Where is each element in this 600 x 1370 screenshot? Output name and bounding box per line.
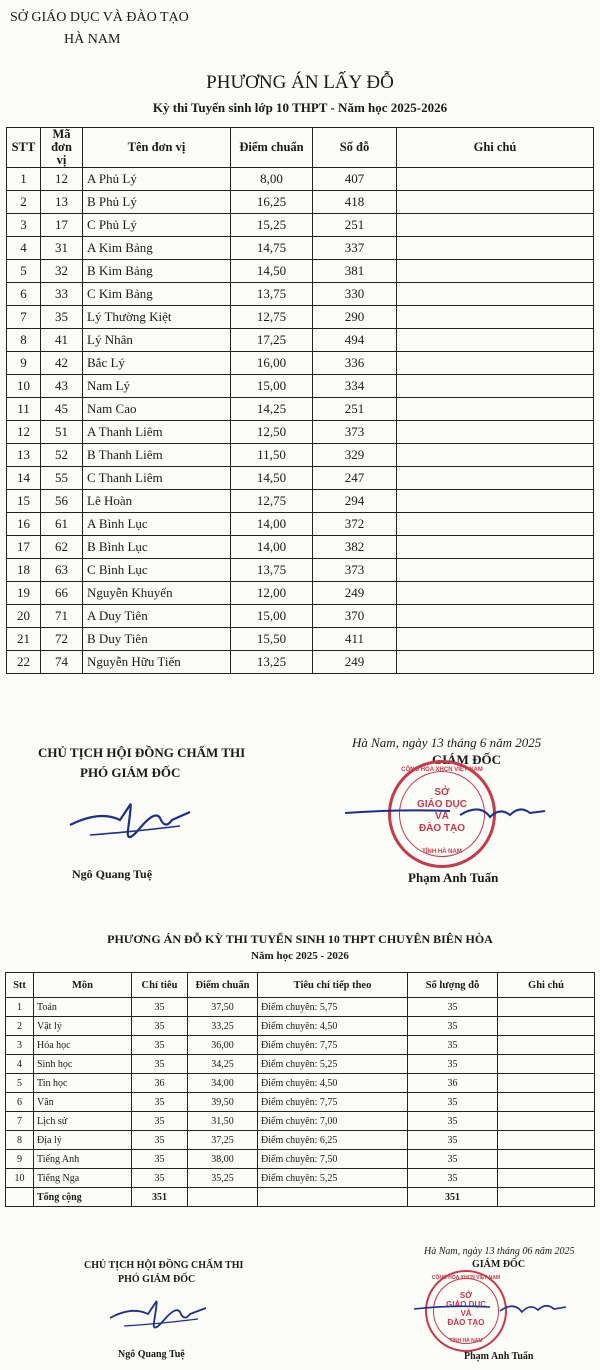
cell-unit: A Phủ Lý	[83, 168, 231, 191]
agency-name: SỞ GIÁO DỤC VÀ ĐÀO TẠO	[10, 10, 189, 25]
cell-stt: 2	[7, 191, 41, 214]
cell-passed: 35	[408, 998, 498, 1017]
doc1-title: PHƯƠNG ÁN LẤY ĐỖ	[206, 72, 394, 93]
table-row	[7, 283, 594, 306]
doc2-date: Hà Nam, ngày 13 tháng 06 năm 2025	[424, 1246, 575, 1257]
cell-subject: Sinh học	[34, 1055, 132, 1074]
cell-cutoff: 15,50	[231, 628, 313, 651]
cell-passed: 247	[313, 467, 397, 490]
total-passed: 351	[408, 1188, 498, 1207]
cell-quota: 35	[132, 1055, 188, 1074]
cell-stt: 4	[6, 1055, 34, 1074]
cell-cutoff: 16,00	[231, 352, 313, 375]
cell-code: 72	[41, 628, 83, 651]
cell-stt: 3	[7, 214, 41, 237]
col2-header-cutoff: Điểm chuẩn	[188, 973, 258, 998]
col-header-note: Ghi chú	[397, 128, 594, 168]
cell-stt: 10	[7, 375, 41, 398]
cell-code: 66	[41, 582, 83, 605]
cell-quota: 35	[132, 1036, 188, 1055]
cell-stt: 1	[7, 168, 41, 191]
cell-stt: 11	[7, 398, 41, 421]
cell-stt: 1	[6, 998, 34, 1017]
table-row	[7, 421, 594, 444]
cell-code: 56	[41, 490, 83, 513]
cell-cutoff: 14,75	[231, 237, 313, 260]
cell-passed: 35	[408, 1017, 498, 1036]
cell-cutoff: 38,00	[188, 1150, 258, 1169]
col2-header-passed: Số lượng đỗ	[408, 973, 498, 998]
cell-unit: A Bình Lục	[83, 513, 231, 536]
cell-note	[498, 1150, 595, 1169]
cell-cutoff: 14,50	[231, 260, 313, 283]
cell-passed: 373	[313, 559, 397, 582]
cell-passed: 35	[408, 1093, 498, 1112]
table-row	[7, 605, 594, 628]
cell-note	[397, 421, 594, 444]
cell-quota: 35	[132, 1150, 188, 1169]
cell-quota: 35	[132, 998, 188, 1017]
cell-note	[397, 375, 594, 398]
cell-subject: Toán	[34, 998, 132, 1017]
doc1-left-signer-name: Ngô Quang Tuệ	[72, 867, 153, 881]
col2-header-criteria: Tiêu chí tiếp theo	[258, 973, 408, 998]
table-row	[7, 536, 594, 559]
specialized-admission-table	[5, 972, 595, 1207]
cell-code: 31	[41, 237, 83, 260]
cell-subject: Tiếng Nga	[34, 1169, 132, 1188]
official-stamp: CỘNG HÒA XHCN VIỆT NAM SỞ GIÁO DỤC VÀ ĐÀO TẠO TỈNH HÀ NAM	[388, 760, 496, 868]
doc1-right-signer-name: Phạm Anh Tuấn	[408, 870, 499, 885]
cell-note	[397, 444, 594, 467]
cell-note	[498, 1055, 595, 1074]
table-row	[7, 651, 594, 674]
cell-note	[397, 651, 594, 674]
cell-note	[397, 352, 594, 375]
cell-note	[498, 998, 595, 1017]
cell-note	[397, 536, 594, 559]
cell-cutoff: 14,00	[231, 536, 313, 559]
table-header-row	[7, 128, 594, 168]
cell-stt: 3	[6, 1036, 34, 1055]
signature-right-2	[410, 1295, 570, 1325]
cell-cutoff: 15,00	[231, 375, 313, 398]
cell-code: 74	[41, 651, 83, 674]
cell-unit: Lý Thường Kiệt	[83, 306, 231, 329]
cell-passed: 249	[313, 582, 397, 605]
cell-code: 62	[41, 536, 83, 559]
signature-left-2	[102, 1290, 212, 1338]
col-header-unit: Tên đơn vị	[83, 128, 231, 168]
table2-header-row	[6, 973, 595, 998]
doc1-right-signer-title: GIÁM ĐỐC	[432, 752, 501, 767]
cell-cutoff: 31,50	[188, 1112, 258, 1131]
cell-passed: 372	[313, 513, 397, 536]
cell-stt: 7	[7, 306, 41, 329]
cell-criteria: Điểm chuyên: 7,00	[258, 1112, 408, 1131]
cell-stt: 10	[6, 1169, 34, 1188]
table2-row	[6, 1036, 595, 1055]
cell-subject: Vật lý	[34, 1017, 132, 1036]
official-stamp-2: CỘNG HÒA XHCN VIỆT NAM SỞ GIÁO DỤC VÀ ĐÀO TẠO TỈNH HÀ NAM	[425, 1270, 507, 1352]
cell-note	[397, 306, 594, 329]
cell-code: 12	[41, 168, 83, 191]
cell-stt: 5	[6, 1074, 34, 1093]
cell-unit: B Duy Tiên	[83, 628, 231, 651]
cell-passed: 336	[313, 352, 397, 375]
cell-note	[498, 1093, 595, 1112]
col2-header-quota: Chỉ tiêu	[132, 973, 188, 998]
table-row	[7, 168, 594, 191]
table2-row	[6, 1074, 595, 1093]
cell-cutoff: 36,00	[188, 1036, 258, 1055]
cell-cutoff: 12,50	[231, 421, 313, 444]
cell-code: 32	[41, 260, 83, 283]
cell-unit: Nam Cao	[83, 398, 231, 421]
table-row	[7, 375, 594, 398]
table2-row	[6, 1112, 595, 1131]
cell-code: 52	[41, 444, 83, 467]
table2-row	[6, 998, 595, 1017]
col2-header-stt: Stt	[6, 973, 34, 998]
cell-code: 17	[41, 214, 83, 237]
cell-quota: 35	[132, 1017, 188, 1036]
cell-stt: 9	[7, 352, 41, 375]
total-quota: 351	[132, 1188, 188, 1207]
cell-passed: 381	[313, 260, 397, 283]
cell-unit: B Kim Bảng	[83, 260, 231, 283]
cell-passed: 411	[313, 628, 397, 651]
cell-passed: 251	[313, 398, 397, 421]
cell-stt: 12	[7, 421, 41, 444]
cell-cutoff: 39,50	[188, 1093, 258, 1112]
cell-stt: 6	[7, 283, 41, 306]
cell-cutoff: 12,00	[231, 582, 313, 605]
cell-cutoff: 14,50	[231, 467, 313, 490]
cell-passed: 249	[313, 651, 397, 674]
cell-passed: 329	[313, 444, 397, 467]
cell-note	[397, 513, 594, 536]
cell-cutoff: 34,00	[188, 1074, 258, 1093]
cell-stt: 22	[7, 651, 41, 674]
table2-row	[6, 1169, 595, 1188]
doc1-date: Hà Nam, ngày 13 tháng 6 năm 2025	[352, 735, 542, 750]
cell-passed: 35	[408, 1150, 498, 1169]
cell-note	[397, 605, 594, 628]
table-row	[7, 582, 594, 605]
cell-criteria: Điểm chuyên: 5,25	[258, 1055, 408, 1074]
cell-passed: 251	[313, 214, 397, 237]
cell-note	[397, 559, 594, 582]
cell-cutoff: 34,25	[188, 1055, 258, 1074]
cell-passed: 330	[313, 283, 397, 306]
table-row	[7, 513, 594, 536]
total-label: Tổng cộng	[34, 1188, 132, 1207]
cell-stt: 18	[7, 559, 41, 582]
cell-passed: 35	[408, 1131, 498, 1150]
cell-stt: 8	[7, 329, 41, 352]
cell-code: 63	[41, 559, 83, 582]
cell-passed: 407	[313, 168, 397, 191]
cell-code: 41	[41, 329, 83, 352]
col-header-stt: STT	[7, 128, 41, 168]
cell-code: 13	[41, 191, 83, 214]
cell-criteria: Điểm chuyên: 7,75	[258, 1036, 408, 1055]
cell-note	[397, 214, 594, 237]
cell-passed: 337	[313, 237, 397, 260]
cell-criteria: Điểm chuyên: 5,75	[258, 998, 408, 1017]
table-row	[7, 237, 594, 260]
table-row	[7, 191, 594, 214]
cell-cutoff: 37,25	[188, 1131, 258, 1150]
cell-unit: B Thanh Liêm	[83, 444, 231, 467]
cell-note	[498, 1169, 595, 1188]
cell-note	[498, 1036, 595, 1055]
table-row	[7, 260, 594, 283]
table-row	[7, 214, 594, 237]
cell-unit: Nguyễn Khuyến	[83, 582, 231, 605]
table-row	[7, 559, 594, 582]
cell-stt: 8	[6, 1131, 34, 1150]
cell-passed: 334	[313, 375, 397, 398]
cell-subject: Lịch sử	[34, 1112, 132, 1131]
cell-stt: 2	[6, 1017, 34, 1036]
cell-criteria: Điểm chuyên: 5,25	[258, 1169, 408, 1188]
cell-passed: 370	[313, 605, 397, 628]
cell-passed: 35	[408, 1169, 498, 1188]
cell-passed: 373	[313, 421, 397, 444]
doc2-title: PHƯƠNG ÁN ĐỖ KỲ THI TUYỂN SINH 10 THPT CHUYÊN BIÊN HÒA	[107, 932, 493, 946]
cell-quota: 36	[132, 1074, 188, 1093]
cell-cutoff: 12,75	[231, 490, 313, 513]
cell-cutoff: 11,50	[231, 444, 313, 467]
cell-note	[397, 490, 594, 513]
cell-stt: 17	[7, 536, 41, 559]
cell-cutoff: 12,75	[231, 306, 313, 329]
cell-note	[397, 283, 594, 306]
signature-right	[340, 795, 550, 835]
cell-subject: Hóa học	[34, 1036, 132, 1055]
cell-stt: 15	[7, 490, 41, 513]
col-header-code: Mã đơn vị	[41, 128, 83, 168]
doc1-subtitle: Kỳ thi Tuyển sinh lớp 10 THPT - Năm học 2025-2026	[152, 100, 448, 115]
doc2-left-signer-position: PHÓ GIÁM ĐỐC	[118, 1274, 196, 1285]
cell-note	[397, 237, 594, 260]
cell-stt: 19	[7, 582, 41, 605]
agency-province: HÀ NAM	[64, 32, 121, 47]
cell-cutoff: 14,25	[231, 398, 313, 421]
cell-cutoff: 13,75	[231, 283, 313, 306]
cell-subject: Tin học	[34, 1074, 132, 1093]
table2-row	[6, 1150, 595, 1169]
cell-passed: 294	[313, 490, 397, 513]
table2-row	[6, 1093, 595, 1112]
col-header-passed: Số đỗ	[313, 128, 397, 168]
cell-passed: 290	[313, 306, 397, 329]
doc2-left-signer-title: CHỦ TỊCH HỘI ĐỒNG CHẤM THI	[84, 1260, 244, 1271]
cell-cutoff: 8,00	[231, 168, 313, 191]
cell-passed: 36	[408, 1074, 498, 1093]
cell-note	[397, 260, 594, 283]
table-row	[7, 490, 594, 513]
cell-cutoff: 16,25	[231, 191, 313, 214]
doc2-left-signer-name: Ngô Quang Tuệ	[118, 1349, 185, 1360]
cell-note	[397, 329, 594, 352]
cell-quota: 35	[132, 1112, 188, 1131]
cell-passed: 35	[408, 1055, 498, 1074]
table-row	[7, 628, 594, 651]
doc2-right-signer-name: Phạm Anh Tuấn	[464, 1351, 534, 1362]
table2-total-row	[6, 1188, 595, 1207]
cell-passed: 35	[408, 1112, 498, 1131]
cell-subject: Tiếng Anh	[34, 1150, 132, 1169]
cell-code: 71	[41, 605, 83, 628]
table-row	[7, 329, 594, 352]
cell-unit: B Bình Lục	[83, 536, 231, 559]
admission-table	[6, 127, 594, 674]
col2-header-subject: Môn	[34, 973, 132, 998]
cell-note	[397, 191, 594, 214]
cell-note	[397, 168, 594, 191]
cell-note	[397, 398, 594, 421]
cell-stt: 14	[7, 467, 41, 490]
col-header-cutoff: Điểm chuẩn	[231, 128, 313, 168]
cell-note	[498, 1112, 595, 1131]
cell-cutoff: 17,25	[231, 329, 313, 352]
cell-note	[397, 467, 594, 490]
cell-stt: 21	[7, 628, 41, 651]
cell-criteria: Điểm chuyên: 7,50	[258, 1150, 408, 1169]
cell-criteria: Điểm chuyên: 7,75	[258, 1093, 408, 1112]
cell-note	[397, 582, 594, 605]
table2-row	[6, 1055, 595, 1074]
cell-cutoff: 15,25	[231, 214, 313, 237]
cell-unit: C Bình Lục	[83, 559, 231, 582]
cell-passed: 382	[313, 536, 397, 559]
cell-cutoff: 13,75	[231, 559, 313, 582]
cell-unit: C Kim Bảng	[83, 283, 231, 306]
cell-quota: 35	[132, 1169, 188, 1188]
cell-unit: C Phủ Lý	[83, 214, 231, 237]
cell-unit: C Thanh Liêm	[83, 467, 231, 490]
cell-code: 61	[41, 513, 83, 536]
cell-stt: 6	[6, 1093, 34, 1112]
cell-code: 51	[41, 421, 83, 444]
cell-code: 35	[41, 306, 83, 329]
cell-subject: Văn	[34, 1093, 132, 1112]
cell-code: 42	[41, 352, 83, 375]
cell-code: 55	[41, 467, 83, 490]
cell-passed: 35	[408, 1036, 498, 1055]
table-row	[7, 352, 594, 375]
cell-cutoff: 33,25	[188, 1017, 258, 1036]
table-row	[7, 467, 594, 490]
cell-unit: Bắc Lý	[83, 352, 231, 375]
cell-quota: 35	[132, 1093, 188, 1112]
cell-stt: 16	[7, 513, 41, 536]
cell-stt: 4	[7, 237, 41, 260]
cell-code: 45	[41, 398, 83, 421]
cell-passed: 494	[313, 329, 397, 352]
table-row	[7, 444, 594, 467]
cell-passed: 418	[313, 191, 397, 214]
cell-unit: B Phủ Lý	[83, 191, 231, 214]
cell-stt: 7	[6, 1112, 34, 1131]
cell-note	[498, 1074, 595, 1093]
cell-quota: 35	[132, 1131, 188, 1150]
cell-cutoff: 13,25	[231, 651, 313, 674]
doc1-left-signer-title: CHỦ TỊCH HỘI ĐỒNG CHẤM THI	[38, 745, 246, 760]
col2-header-note: Ghi chú	[498, 973, 595, 998]
table2-row	[6, 1017, 595, 1036]
cell-criteria: Điểm chuyên: 4,50	[258, 1017, 408, 1036]
cell-cutoff: 37,50	[188, 998, 258, 1017]
cell-unit: Lê Hoàn	[83, 490, 231, 513]
cell-stt: 5	[7, 260, 41, 283]
cell-unit: Lý Nhân	[83, 329, 231, 352]
cell-note	[498, 1017, 595, 1036]
cell-cutoff: 15,00	[231, 605, 313, 628]
cell-stt: 20	[7, 605, 41, 628]
doc2-right-signer-title: GIÁM ĐỐC	[472, 1259, 526, 1270]
cell-cutoff: 35,25	[188, 1169, 258, 1188]
doc2-subtitle: Năm học 2025 - 2026	[251, 950, 349, 962]
cell-cutoff: 14,00	[231, 513, 313, 536]
cell-stt: 9	[6, 1150, 34, 1169]
table-row	[7, 306, 594, 329]
doc1-left-signer-position: PHÓ GIÁM ĐỐC	[80, 765, 181, 780]
cell-code: 33	[41, 283, 83, 306]
table-row	[7, 398, 594, 421]
cell-stt: 13	[7, 444, 41, 467]
cell-note	[498, 1131, 595, 1150]
cell-criteria: Điểm chuyên: 4,50	[258, 1074, 408, 1093]
cell-unit: A Thanh Liêm	[83, 421, 231, 444]
cell-unit: Nam Lý	[83, 375, 231, 398]
table2-row	[6, 1131, 595, 1150]
cell-criteria: Điểm chuyên: 6,25	[258, 1131, 408, 1150]
cell-unit: A Kim Bảng	[83, 237, 231, 260]
cell-code: 43	[41, 375, 83, 398]
cell-unit: A Duy Tiên	[83, 605, 231, 628]
cell-note	[397, 628, 594, 651]
cell-unit: Nguyễn Hữu Tiến	[83, 651, 231, 674]
cell-subject: Địa lý	[34, 1131, 132, 1150]
signature-left	[60, 790, 200, 850]
